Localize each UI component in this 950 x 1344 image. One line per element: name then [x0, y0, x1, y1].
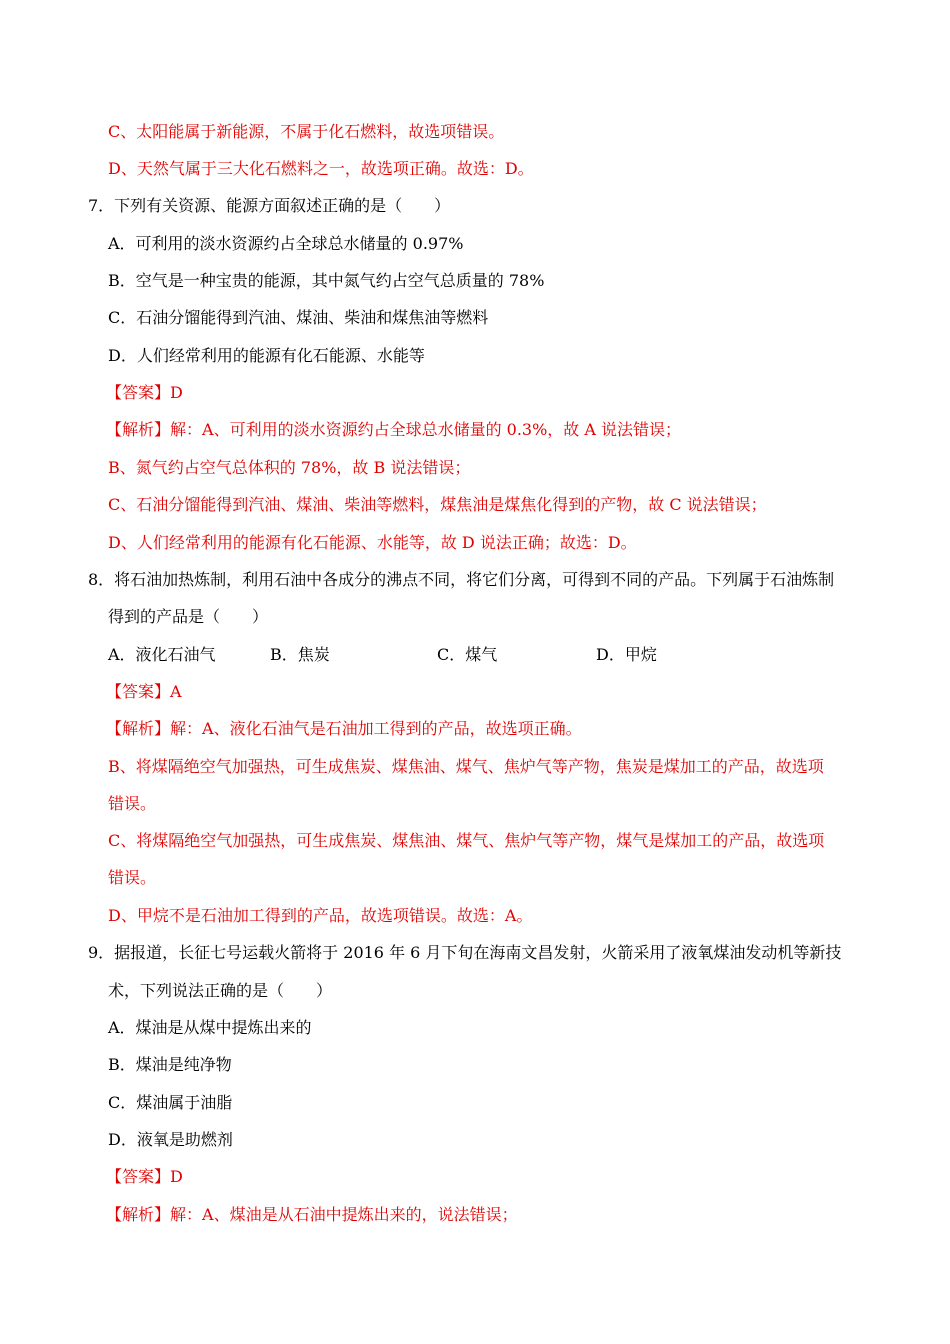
q8-option-a: A．液化石油气 [108, 645, 216, 664]
q9-option-a: A．煤油是从煤中提炼出来的 [108, 1018, 312, 1037]
answer-tag: 【答案】 [106, 682, 171, 701]
q7-analysis-line-2: B、氮气约占空气总体积的 78%，故 B 说法错误； [108, 458, 471, 477]
q8-answer [106, 682, 182, 702]
q7-analysis-line-3: C、石油分馏能得到汽油、煤油、柴油等燃料，煤焦油是煤焦化得到的产物，故 C 说法错误； [108, 495, 767, 514]
q8-option-b: B．焦炭 [270, 645, 330, 664]
q9-analysis-line-1: 【解析】解：A、煤油是从石油中提炼出来的，说法错误； [106, 1205, 518, 1224]
q7-option-a: A．可利用的淡水资源约占全球总水储量的 0.97% [108, 234, 464, 253]
q7-option-d: D．人们经常利用的能源有化石能源、水能等 [108, 346, 425, 365]
q8-analysis-line-6: D、甲烷不是石油加工得到的产品，故选项错误。故选：A。 [108, 906, 533, 925]
q8-analysis-line-5: 错误。 [108, 868, 157, 887]
answer-value: A [170, 682, 182, 701]
q9-answer [106, 1167, 183, 1187]
question-8-stem-cont: 得到的产品是（ ） [108, 607, 269, 626]
answer-value: D [170, 1167, 183, 1186]
question-9-stem-cont: 术，下列说法正确的是（ ） [108, 981, 333, 1000]
analysis-line: D、天然气属于三大化石燃料之一，故选项正确。故选：D。 [108, 159, 534, 178]
q8-option-d: D．甲烷 [596, 645, 657, 664]
question-9-stem: 9．据报道，长征七号运载火箭将于 2016 年 6 月下旬在海南文昌发射，火箭采用了液氧煤油发动机等新技 [88, 943, 842, 962]
analysis-tag: 【解析】 [106, 420, 171, 439]
answer-value: D [170, 383, 183, 402]
analysis-line: C、太阳能属于新能源，不属于化石燃料，故选项错误。 [108, 122, 505, 141]
analysis-tag: 【解析】 [106, 1205, 171, 1224]
q8-option-c: C．煤气 [437, 645, 498, 664]
question-7-stem: 7．下列有关资源、能源方面叙述正确的是（ ） [88, 196, 451, 215]
q7-analysis-line-1: 【解析】解：A、可利用的淡水资源约占全球总水储量的 0.3%，故 A 说法错误； [106, 420, 682, 439]
answer-tag: 【答案】 [106, 1167, 171, 1186]
q9-option-d: D．液氧是助燃剂 [108, 1130, 233, 1149]
question-8-stem: 8．将石油加热炼制，利用石油中各成分的沸点不同，将它们分离，可得到不同的产品。下列属于石油炼制 [88, 570, 835, 589]
answer-tag: 【答案】 [106, 383, 171, 402]
q8-analysis-line-1: 【解析】解：A、液化石油气是石油加工得到的产品，故选项正确。 [106, 719, 582, 738]
q9-option-c: C．煤油属于油脂 [108, 1093, 233, 1112]
q7-analysis-line-4: D、人们经常利用的能源有化石能源、水能等，故 D 说法正确；故选：D。 [108, 533, 637, 552]
q7-answer [106, 383, 183, 403]
analysis-tag: 【解析】 [106, 719, 171, 738]
q8-analysis-line-2: B、将煤隔绝空气加强热，可生成焦炭、煤焦油、煤气、焦炉气等产物，焦炭是煤加工的产品，故选项 [108, 757, 824, 776]
q9-option-b: B．煤油是纯净物 [108, 1055, 232, 1074]
q8-analysis-line-4: C、将煤隔绝空气加强热，可生成焦炭、煤焦油、煤气、焦炉气等产物，煤气是煤加工的产品，故选项 [108, 831, 825, 850]
q7-option-b: B．空气是一种宝贵的能源，其中氮气约占空气总质量的 78% [108, 271, 545, 290]
q8-analysis-line-3: 错误。 [108, 794, 157, 813]
q7-option-c: C．石油分馏能得到汽油、煤油、柴油和煤焦油等燃料 [108, 308, 489, 327]
